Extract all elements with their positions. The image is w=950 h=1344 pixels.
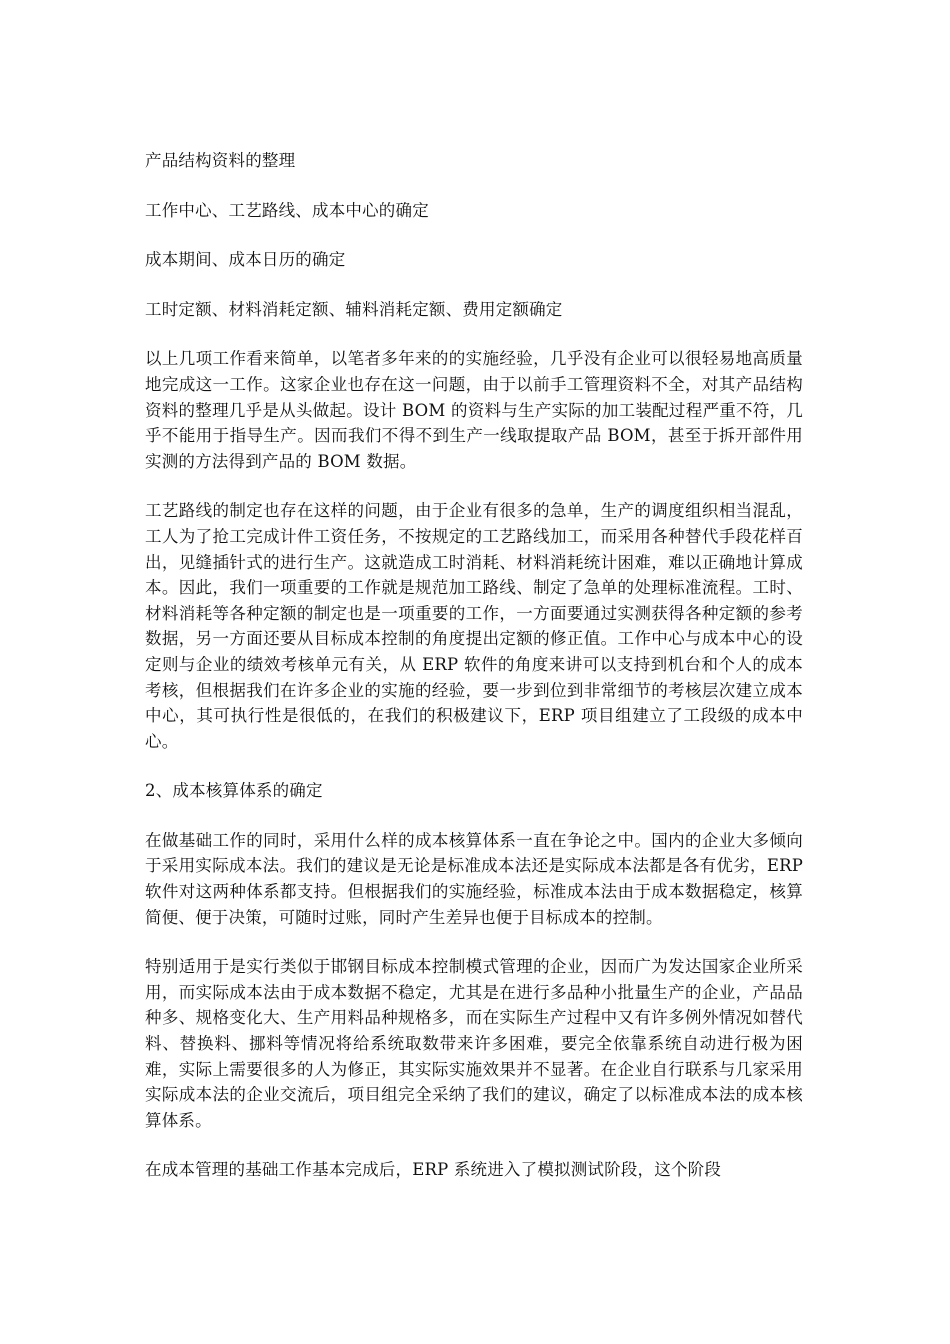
body-paragraph: 在成本管理的基础工作基本完成后，ERP 系统进入了模拟测试阶段，这个阶段 <box>145 1160 722 1180</box>
body-paragraph: 以上几项工作看来简单，以笔者多年来的的实施经验，几乎没有企业可以很轻易地高质量地完成这一工作。这家企业也存在这一问题，由于以前手工管理资料不全，对其产品结构资料的整理几乎是从头做起。设计 BOM 的资料与生产实际的加工装配过程严重不符，几乎不能用于指导生产。因而我们不得不到生产一线取提取产品 BOM，甚至于拆开部件用实测的方法得到产品的 BOM 数据。 <box>145 349 803 471</box>
list-item-work-center: 工作中心、工艺路线、成本中心的确定 <box>145 200 429 220</box>
list-item-product-structure: 产品结构资料的整理 <box>145 151 296 170</box>
section-heading: 2、成本核算体系的确定 <box>145 781 323 801</box>
document-body <box>145 148 803 1183</box>
body-paragraph: 在做基础工作的同时，采用什么样的成本核算体系一直在争论之中。国内的企业大多倾向于采用实际成本法。我们的建议是无论是标准成本法还是实际成本法都是各有优劣，ERP 软件对这两种体系都支持。但根据我们的实施经验，标准成本法由于成本数据稳定，核算简便、便于决策，可随时过账，同时产生差异也便于目标成本的控制。 <box>145 830 803 927</box>
list-item-cost-period: 成本期间、成本日历的确定 <box>145 250 346 270</box>
list-item-quota: 工时定额、材料消耗定额、辅料消耗定额、费用定额确定 <box>145 299 563 319</box>
body-paragraph: 工艺路线的制定也存在这样的问题，由于企业有很多的急单，生产的调度组织相当混乱，工人为了抢工完成计件工资任务，不按规定的工艺路线加工，而采用各种替代手段花样百出，见缝插针式的进行生产。这就造成工时消耗、材料消耗统计困难，难以正确地计算成本。因此，我们一项重要的工作就是规范加工路线、制定了急单的处理标准流程。工时、材料消耗等各种定额的制定也是一项重要的工作，一方面要通过实测获得各种定额的参考数据，另一方面还要从目标成本控制的角度提出定额的修正值。工作中心与成本中心的设定则与企业的绩效考核单元有关，从 ERP 软件的角度来讲可以支持到机台和个人的成本考核，但根据我们在许多企业的实施的经验，要一步到位到非常细节的考核层次建立成本中心，其可执行性是很低的，在我们的积极建议下，ERP 项目组建立了工段级的成本中心。 <box>145 501 803 751</box>
body-paragraph: 特别适用于是实行类似于邯钢目标成本控制模式管理的企业，因而广为发达国家企业所采用，而实际成本法由于成本数据不稳定，尤其是在进行多品种小批量生产的企业，产品品种多、规格变化大、生产用料品种规格多，而在实际生产过程中又有许多例外情况如替代料、替换料、挪料等情况将给系统取数带来许多困难，要完全依靠系统自动进行极为困难，实际上需要很多的人为修正，其实际实施效果并不显著。在企业自行联系与几家采用实际成本法的企业交流后，项目组完全采纳了我们的建议，确定了以标准成本法的成本核算体系。 <box>145 957 803 1130</box>
